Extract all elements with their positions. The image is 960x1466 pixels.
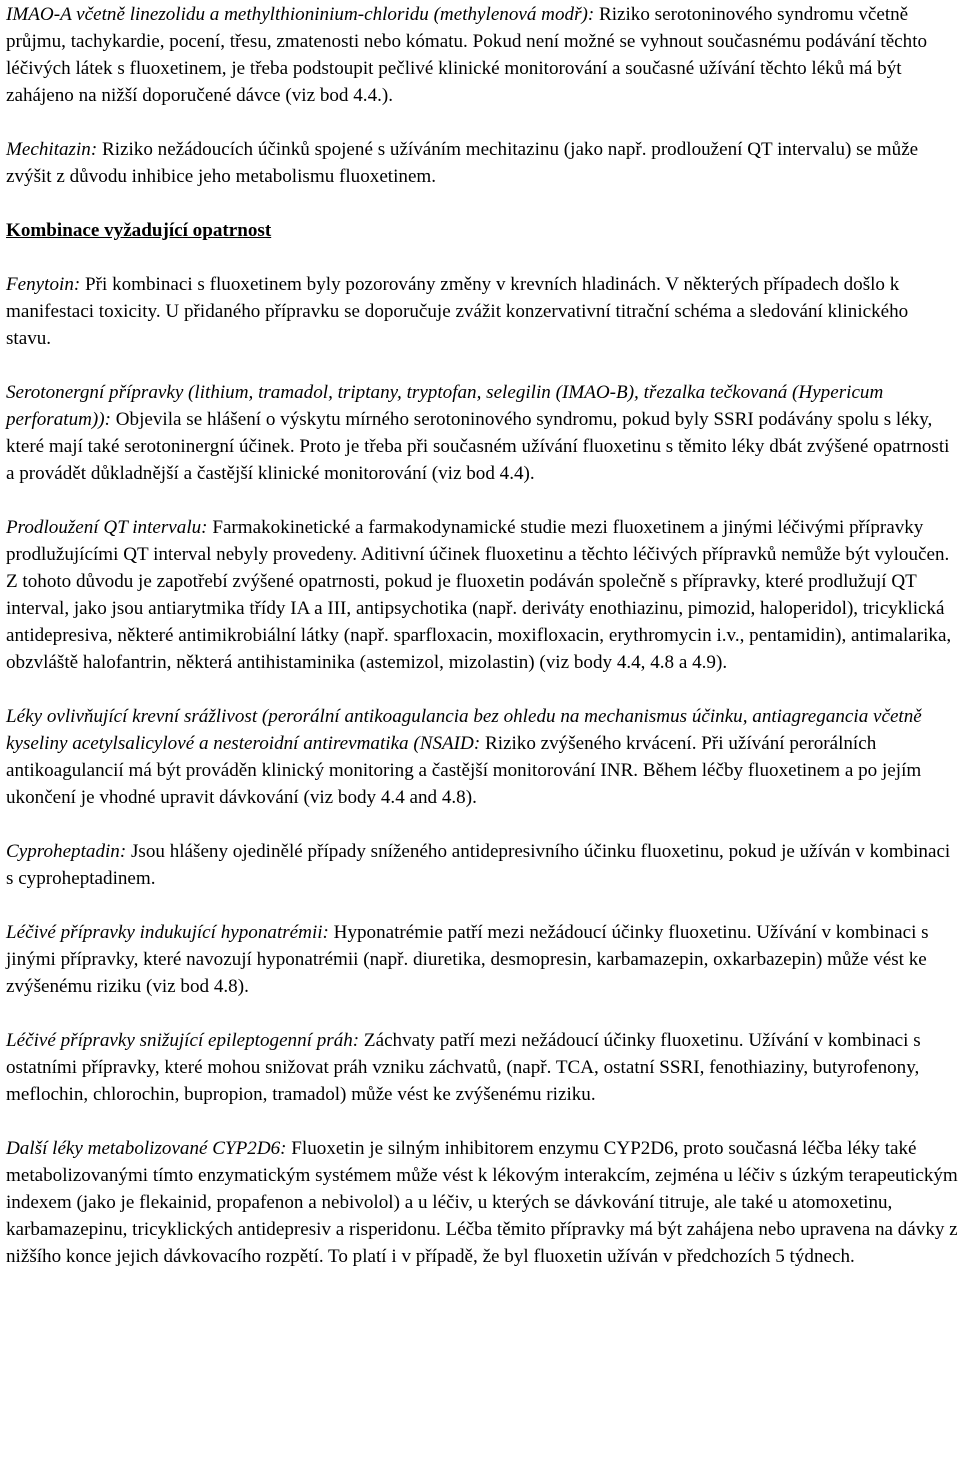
- paragraph-lead: Léčivé přípravky indukující hyponatrémii:: [6, 922, 329, 943]
- paragraph-qt-interval: [6, 514, 958, 676]
- section-heading-text: Kombinace vyžadující opatrnost: [6, 220, 272, 241]
- paragraph-text: Záchvaty patří mezi nežádoucí účinky fluoxetinu. Užívání v kombinaci s ostatními přípravky, které mohou snižovat práh vzniku záchvatů, (např. TCA, ostatní SSRI, fenothiaziny, butyrofenony, meflochin, chlorochin, bupropion, tramadol) může vést ke zvýšenému riziku.: [6, 1030, 921, 1105]
- paragraph-lead: Léčivé přípravky snižující epileptogenní práh:: [6, 1030, 360, 1051]
- paragraph-cyproheptadin: [6, 838, 958, 892]
- paragraph-lead: Serotonergní přípravky (lithium, tramadol, triptany, tryptofan, selegilin (IMAO-B), třezalka tečkovaná (Hypericum perforatum)):: [6, 382, 884, 430]
- paragraph-lead: Další léky metabolizované CYP2D6:: [6, 1138, 287, 1159]
- paragraph-mechitazin: [6, 136, 958, 190]
- paragraph-epileptogenni-prah: [6, 1027, 958, 1108]
- paragraph-text: Riziko nežádoucích účinků spojené s užíváním mechitazinu (jako např. prodloužení QT intervalu) se může zvýšit z důvodu inhibice jeho metabolismu fluoxetinem.: [6, 139, 919, 187]
- paragraph-lead: Cyproheptadin:: [6, 841, 127, 862]
- paragraph-srazlivost: [6, 703, 958, 811]
- paragraph-lead: Prodloužení QT intervalu:: [6, 517, 208, 538]
- paragraph-fenytoin: [6, 271, 958, 352]
- paragraph-text: Jsou hlášeny ojedinělé případy sníženého antidepresivního účinku fluoxetinu, pokud je užíván v kombinaci s cyproheptadinem.: [6, 841, 951, 889]
- paragraph-imao-a: [6, 1, 958, 109]
- paragraph-lead: IMAO-A včetně linezolidu a methylthioninium-chloridu (methylenová modř):: [6, 4, 595, 25]
- paragraph-lead: Fenytoin:: [6, 274, 81, 295]
- paragraph-text: Farmakokinetické a farmakodynamické studie mezi fluoxetinem a jinými léčivými přípravky prodlužujícími QT interval nebyly provedeny. Aditivní účinek fluoxetinu a těchto léčivých přípravků nemůže být vyloučen. Z tohoto důvodu je zapotřebí zvýšené opatrnosti, pokud je fluoxetin podáván společně s přípravky, které prodlužují QT interval, jako jsou antiarytmika třídy IA a III, antipsychotika (např. deriváty enothiazinu, pimozid, haloperidol), tricyklická antidepresiva, některé antimikrobiální látky (např. sparfloxacin, moxifloxacin, erythromycin i.v., pentamidin), antimalarika, obzvláště halofantrin, některá antihistaminika (astemizol, mizolastin) (viz body 4.4, 4.8 a 4.9).: [6, 517, 952, 673]
- section-heading: [6, 217, 958, 244]
- paragraph-lead: Mechitazin:: [6, 139, 98, 160]
- paragraph-cyp2d6: [6, 1135, 958, 1270]
- paragraph-text: Riziko zvýšeného krvácení. Při užívání perorálních antikoagulancií má být prováděn klinický monitoring a častější monitorování INR. Během léčby fluoxetinem a po jejím ukončení je vhodné upravit dávkování (viz body 4.4 and 4.8).: [6, 733, 922, 808]
- paragraph-text: Riziko serotoninového syndromu včetně průjmu, tachykardie, pocení, třesu, zmatenosti nebo kómatu. Pokud není možné se vyhnout současnému podávání těchto léčivých látek s fluoxetinem, je třeba podstoupit pečlivé klinické monitorování a současné užívání těchto léků má být zahájeno na nižší doporučené dávce (viz bod 4.4.).: [6, 4, 928, 106]
- paragraph-text: Při kombinaci s fluoxetinem byly pozorovány změny v krevních hladinách. V některých případech došlo k manifestaci toxicity. U přidaného přípravku se doporučuje zvážit konzervativní titrační schéma a sledování klinického stavu.: [6, 274, 909, 349]
- document-page: [6, 1, 958, 1270]
- paragraph-text: Objevila se hlášení o výskytu mírného serotoninového syndromu, pokud byly SSRI podávány spolu s léky, které mají také serotoninergní účinek. Proto je třeba při současném užívání fluoxetinu s těmito léky dbát zvýšené opatrnosti a provádět důkladnější a častější klinické monitorování (viz bod 4.4).: [6, 409, 950, 484]
- paragraph-text: Fluoxetin je silným inhibitorem enzymu CYP2D6, proto současná léčba léky také metabolizovanými tímto enzymatickým systémem může vést k lékovým interakcím, zejména u léčiv s úzkým terapeutickým indexem (jako je flekainid, propafenon a nebivolol) a u léčiv, u kterých se dávkování titruje, ale také u atomoxetinu, karbamazepinu, tricyklických antidepresiv a risperidonu. Léčba těmito přípravky má být zahájena nebo upravena na dávky z nižšího konce jejich dávkovacího rozpětí. To platí i v případě, že byl fluoxetin užíván v předchozích 5 týdnech.: [6, 1138, 958, 1267]
- paragraph-serotonergni: [6, 379, 958, 487]
- paragraph-hyponatremie: [6, 919, 958, 1000]
- paragraph-text: Hyponatrémie patří mezi nežádoucí účinky fluoxetinu. Užívání v kombinaci s jinými přípravky, které navozují hyponatrémii (např. diuretika, desmopresin, karbamazepin, oxkarbazepin) může vést ke zvýšenému riziku (viz bod 4.8).: [6, 922, 929, 997]
- paragraph-lead: Léky ovlivňující krevní srážlivost (perorální antikoagulancia bez ohledu na mechanismus účinku, antiagregancia včetně kyseliny acetylsalicylové a nesteroidní antirevmatika (NSAID:: [6, 706, 922, 754]
